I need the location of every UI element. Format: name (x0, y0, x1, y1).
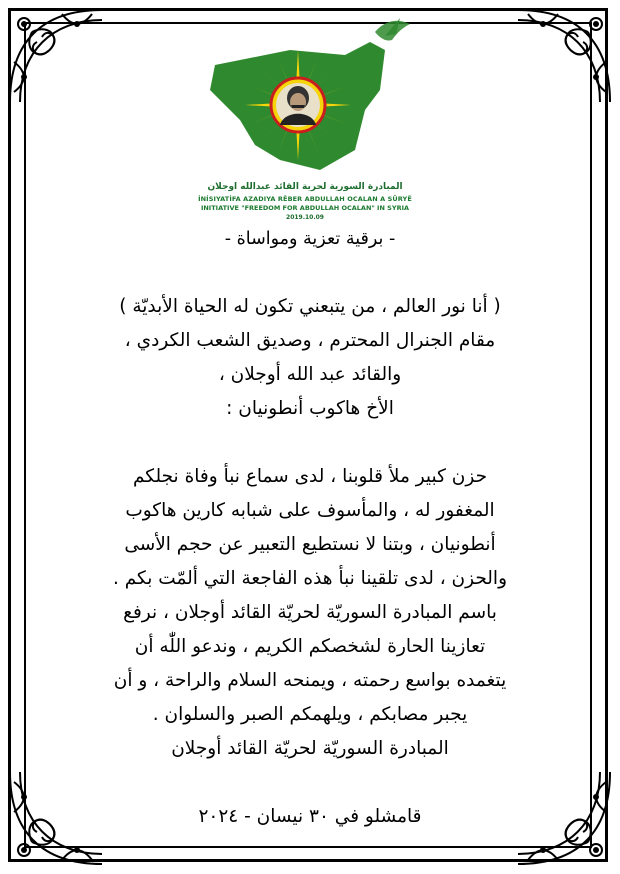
logo-english-name: INITIATIVE "FREEDOM FOR ABDULLAH OCALAN" IN SYRIA (200, 204, 410, 212)
body-line: المغفور له ، والمأسوف على شبابه كارين هاكوب (125, 500, 495, 521)
logo-founded-date: 2019.10.09 (286, 214, 324, 221)
body-line: يجبر مصابكم ، ويلهمكم الصبر والسلوان . (152, 704, 468, 725)
body-line: والحزن ، لدى تلقينا نبأ هذه الفاجعة التي ألمّت بكم . (112, 568, 508, 589)
logo-arabic-name: المبادرة السورية لحرية القائد عبدالله اوجلان (207, 182, 403, 192)
intro-line: مقام الجنرال المحترم ، وصديق الشعب الكردي ، (124, 330, 496, 351)
initiative-logo (170, 10, 440, 220)
corner-ornament-top-right (508, 2, 618, 112)
logo-kurdish-name: İNİSIYATİFA AZADIYA RÊBER ABDULLAH OCALAN A SÛRYÊ (198, 195, 412, 203)
syria-map-emblem (170, 10, 440, 185)
condolence-letter (60, 222, 560, 834)
place-and-date: قامشلو في ٣٠ نيسان - ٢٠٢٤ (198, 806, 422, 827)
intro-line: ( أنا نور العالم ، من يتبعني تكون له الحياة الأبديّة ) (119, 296, 501, 317)
body-line: أنطونيان ، وبتنا لا نستطيع التعبير عن حجم الأسى (124, 534, 496, 555)
body-line: حزن كبير ملأ قلوبنا ، لدى سماع نبأ وفاة نجلكم (132, 466, 488, 487)
corner-ornament-top-left (2, 2, 112, 112)
body-line: باسم المبادرة السوريّة لحريّة القائد أوجلان ، نرفع (123, 602, 497, 623)
letter-title: - برقية تعزية ومواساة - (224, 229, 396, 249)
body-line: يتغمده بواسع رحمته ، ويمنحه السلام والراحة ، و أن (113, 670, 507, 691)
intro-line: الأخ هاكوب أنطونيان : (226, 398, 394, 419)
intro-line: والقائد عبد الله أوجلان ، (218, 364, 402, 385)
body-line: تعازينا الحارة لشخصكم الكريم ، وندعو اللّٰه أن (134, 636, 486, 657)
signature: المبادرة السوريّة لحريّة القائد أوجلان (171, 738, 449, 759)
